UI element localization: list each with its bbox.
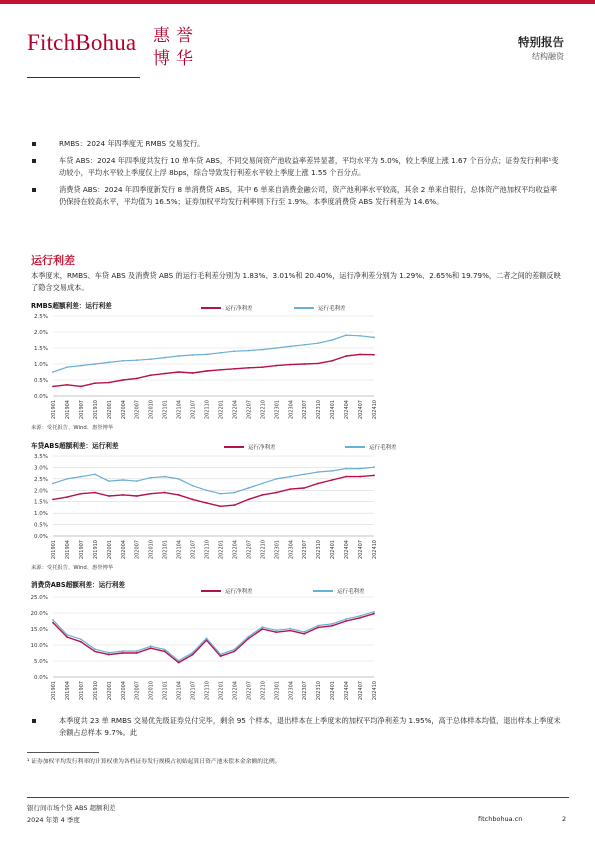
x-tick-label: 202010 <box>148 400 155 420</box>
data-point <box>373 466 375 468</box>
x-tick-label: 202101 <box>162 681 169 701</box>
data-point <box>80 365 82 367</box>
series-line-net <box>53 354 374 386</box>
data-point <box>192 485 194 487</box>
data-point <box>331 339 333 341</box>
data-point <box>66 366 68 368</box>
data-point <box>136 359 138 361</box>
data-point <box>178 494 180 496</box>
data-point <box>317 483 319 485</box>
x-tick-label: 202210 <box>260 681 267 701</box>
data-point <box>373 475 375 477</box>
data-point <box>303 631 305 633</box>
logo-seal-char: 惠 <box>153 26 170 46</box>
x-tick-label: 201904 <box>64 681 71 701</box>
x-tick-label: 202107 <box>190 540 197 560</box>
y-tick-label: 1.0% <box>34 362 48 368</box>
data-point <box>261 494 263 496</box>
x-tick-label: 202007 <box>134 400 141 420</box>
series-line-gross <box>53 335 374 372</box>
x-tick-label: 202307 <box>302 540 309 560</box>
x-tick-label: 201901 <box>51 400 57 420</box>
data-point <box>261 349 263 351</box>
x-tick-label: 202304 <box>288 681 295 701</box>
data-point <box>261 628 263 630</box>
x-tick-label: 201904 <box>64 540 71 560</box>
data-point <box>331 623 333 625</box>
section-paragraph: 本季度末，RMBS、车贷 ABS 及消费贷 ABS 的运行毛利差分别为 1.83%、3.01%和 20.40%，运行净利差分别为 1.29%、2.65%和 19.79%，二者之间的差额反映了隐含交易成本。 <box>31 271 561 292</box>
data-point <box>234 504 236 506</box>
x-tick-label: 202201 <box>218 400 225 420</box>
x-tick-label: 202301 <box>274 540 281 560</box>
data-point <box>178 478 180 480</box>
data-point <box>261 626 263 628</box>
x-tick-label: 202004 <box>120 540 127 560</box>
data-point <box>331 625 333 627</box>
chart-1-source: 来源：受托报告、Wind、惠誉博华 <box>31 425 114 431</box>
data-point <box>247 499 249 501</box>
x-tick-label: 202110 <box>204 681 211 701</box>
data-point <box>80 638 82 640</box>
data-point <box>275 492 277 494</box>
data-point <box>94 473 96 475</box>
data-point <box>206 637 208 639</box>
x-tick-label: 202001 <box>106 400 113 420</box>
data-point <box>317 342 319 344</box>
y-tick-label: 2.5% <box>34 314 48 320</box>
y-tick-label: 3.5% <box>34 454 48 460</box>
data-point <box>80 386 82 388</box>
data-point <box>192 654 194 656</box>
data-point <box>206 502 208 504</box>
x-tick-label: 202310 <box>316 681 323 701</box>
data-point <box>66 636 68 638</box>
logo-seal-icon <box>150 22 200 68</box>
x-tick-label: 202301 <box>274 681 281 701</box>
y-tick-label: 1.5% <box>34 499 48 506</box>
data-point <box>206 489 208 491</box>
data-point <box>66 384 68 386</box>
x-tick-label: 202110 <box>204 400 211 420</box>
y-tick-label: 0.5% <box>34 522 48 529</box>
bullet-marker <box>32 719 36 723</box>
data-point <box>192 499 194 501</box>
data-point <box>220 352 222 354</box>
x-tick-label: 202201 <box>218 681 225 701</box>
data-point <box>234 368 236 370</box>
section-heading: 运行利差 <box>31 254 75 267</box>
x-tick-label: 202307 <box>302 681 309 701</box>
x-tick-label: 202207 <box>246 540 253 560</box>
y-tick-label: 15.0% <box>30 627 48 633</box>
x-tick-label: 202304 <box>288 400 295 420</box>
bullet-rmbs-exit: 本季度共 23 单 RMBS 交易优先级证券兑付完毕，剩余 95 个样本，退出样本在上季度末的加权平均净利差为 1.95%，高于总体样本均值，退出样本上季度末余额占总样本 9.7%。此 <box>32 715 564 739</box>
data-point <box>164 651 166 653</box>
data-point <box>303 487 305 489</box>
data-point <box>247 367 249 369</box>
y-tick-label: 0.0% <box>34 394 48 400</box>
bullet-marker <box>32 159 36 163</box>
x-tick-label: 202010 <box>148 540 155 560</box>
x-tick-label: 202101 <box>162 400 169 420</box>
page-number: 2 <box>562 815 567 823</box>
data-point <box>80 493 82 495</box>
x-tick-label: 202307 <box>302 400 309 420</box>
chart-1-plot <box>0 312 595 422</box>
data-point <box>331 479 333 481</box>
y-tick-label: 20.0% <box>30 611 48 617</box>
data-point <box>108 495 110 497</box>
data-point <box>108 652 110 654</box>
data-point <box>108 382 110 384</box>
logo-seal-char: 华 <box>176 49 193 68</box>
chart-2-legend-gross: 运行毛利差 <box>345 443 397 451</box>
bullet-marker <box>32 142 36 146</box>
x-tick-label: 202410 <box>372 681 378 701</box>
data-point <box>345 620 347 622</box>
footnote-divider <box>27 752 99 753</box>
data-point <box>317 627 319 629</box>
data-point <box>164 373 166 375</box>
data-point <box>275 347 277 349</box>
data-point <box>178 371 180 373</box>
x-tick-label: 201901 <box>51 681 57 701</box>
x-tick-label: 202107 <box>190 400 197 420</box>
data-point <box>303 363 305 365</box>
x-tick-label: 201907 <box>78 540 85 560</box>
data-point <box>220 505 222 507</box>
y-tick-label: 0.5% <box>34 378 48 384</box>
x-tick-label: 202104 <box>176 540 183 560</box>
data-point <box>359 617 361 619</box>
data-point <box>275 631 277 633</box>
data-point <box>164 649 166 651</box>
chart-2-plot <box>0 452 595 562</box>
chart-1-legend-gross: 运行毛利差 <box>294 304 346 312</box>
data-point <box>136 480 138 482</box>
data-point <box>94 651 96 653</box>
data-point <box>150 374 152 376</box>
summary-bullet-list <box>32 138 564 213</box>
data-point <box>345 355 347 357</box>
y-tick-label: 10.0% <box>30 643 48 649</box>
data-point <box>52 622 54 624</box>
data-point <box>289 630 291 632</box>
data-point <box>52 371 54 373</box>
data-point <box>94 382 96 384</box>
data-point <box>94 363 96 365</box>
data-point <box>275 365 277 367</box>
chart-1-title: RMBS超额利差：运行利差 <box>31 302 112 310</box>
x-tick-label: 202210 <box>260 400 267 420</box>
y-tick-label: 1.5% <box>34 346 48 352</box>
x-tick-label: 202007 <box>134 540 141 560</box>
y-tick-label: 0.0% <box>34 534 48 540</box>
data-point <box>178 355 180 357</box>
data-point <box>52 619 54 621</box>
data-point <box>373 337 375 339</box>
x-tick-label: 202107 <box>190 681 197 701</box>
x-tick-label: 202007 <box>134 681 141 701</box>
data-point <box>373 613 375 615</box>
data-point <box>206 370 208 372</box>
logo-seal-char: 誉 <box>176 26 193 46</box>
data-point <box>289 476 291 478</box>
y-tick-label: 5.0% <box>34 659 48 665</box>
data-point <box>289 364 291 366</box>
data-point <box>136 495 138 497</box>
x-tick-label: 202201 <box>218 540 225 560</box>
footer-period: 2024 年第 4 季度 <box>27 816 80 824</box>
y-tick-label: 2.5% <box>34 476 48 483</box>
bullet-rmbs: RMBS：2024 年四季度无 RMBS 交易发行。 <box>32 138 564 150</box>
footnote: ¹ 证券加权平均发行利率的计算权重为各档证券发行规模占初始起算日资产池未偿本金余额的比例。 <box>27 759 281 765</box>
x-tick-label: 202001 <box>106 681 113 701</box>
x-tick-label: 202407 <box>358 681 365 701</box>
chart-2-title: 车贷ABS超额利差：运行利差 <box>31 442 119 450</box>
data-point <box>206 354 208 356</box>
data-point <box>66 496 68 498</box>
data-point <box>52 386 54 388</box>
x-tick-label: 202410 <box>372 400 378 420</box>
data-point <box>136 650 138 652</box>
x-tick-label: 202207 <box>246 400 253 420</box>
y-tick-label: 2.0% <box>34 488 48 495</box>
x-tick-label: 201910 <box>92 540 99 560</box>
data-point <box>275 478 277 480</box>
x-tick-label: 202404 <box>344 400 351 420</box>
x-tick-label: 202310 <box>316 540 323 560</box>
chart-2-source: 来源：受托报告、Wind、惠誉博华 <box>31 565 114 571</box>
x-tick-label: 202010 <box>148 681 155 701</box>
data-point <box>234 350 236 352</box>
x-tick-label: 202401 <box>330 400 337 420</box>
x-tick-label: 202407 <box>358 540 365 560</box>
x-tick-label: 202301 <box>274 400 281 420</box>
data-point <box>345 468 347 470</box>
x-tick-label: 202004 <box>120 400 127 420</box>
data-point <box>122 650 124 652</box>
x-tick-label: 202001 <box>106 540 113 560</box>
x-tick-label: 202104 <box>176 681 183 701</box>
footer-website: fitchbohua.cn <box>478 815 523 823</box>
data-point <box>234 651 236 653</box>
data-point <box>359 615 361 617</box>
data-point <box>289 628 291 630</box>
x-tick-label: 201907 <box>78 681 85 701</box>
data-point <box>345 334 347 336</box>
data-point <box>275 629 277 631</box>
x-tick-label: 202104 <box>176 400 183 420</box>
data-point <box>345 476 347 478</box>
data-point <box>66 478 68 480</box>
chart-3-legend-net: 运行净利差 <box>201 587 253 595</box>
x-tick-label: 201901 <box>51 540 57 560</box>
data-point <box>108 480 110 482</box>
data-point <box>303 473 305 475</box>
x-tick-label: 201910 <box>92 400 99 420</box>
x-tick-label: 202304 <box>288 540 295 560</box>
data-point <box>359 335 361 337</box>
bullet-marker <box>32 188 36 192</box>
data-point <box>359 468 361 470</box>
logo-wordmark: FitchBohua <box>27 30 137 55</box>
footer-divider <box>27 797 569 798</box>
data-point <box>220 369 222 371</box>
report-type-title: 特别报告 <box>518 35 564 49</box>
y-tick-label: 0.0% <box>34 675 48 681</box>
bullet-auto-abs: 车贷 ABS：2024 年四季度共发行 10 单车贷 ABS，不同交易间资产池收益率差异显著，平均水平为 5.0%，较上季度上涨 1.67 个百分点；证券发行利率¹变动较小，平均水平较上季度仅上浮 8bps，综合导致发行利差水平较上季度上涨 1.55 个百分点。 <box>32 155 564 179</box>
data-point <box>150 477 152 479</box>
y-tick-label: 2.0% <box>34 330 48 336</box>
data-point <box>164 476 166 478</box>
x-tick-label: 202210 <box>260 540 267 560</box>
data-point <box>94 648 96 650</box>
data-point <box>359 476 361 478</box>
x-tick-label: 202310 <box>316 400 323 420</box>
data-point <box>303 633 305 635</box>
series-line-net <box>53 614 374 663</box>
x-tick-label: 201910 <box>92 681 99 701</box>
y-tick-label: 1.0% <box>34 511 48 518</box>
x-tick-label: 202204 <box>232 681 239 701</box>
x-tick-label: 202404 <box>344 540 351 560</box>
data-point <box>220 493 222 495</box>
data-point <box>178 662 180 664</box>
footer-report-name: 银行间市场个贷 ABS 超额利差 <box>27 804 116 812</box>
logo-seal-char: 博 <box>153 49 170 68</box>
x-tick-label: 202004 <box>120 681 127 701</box>
data-point <box>108 362 110 364</box>
data-point <box>150 493 152 495</box>
data-point <box>359 354 361 356</box>
data-point <box>192 372 194 374</box>
data-point <box>164 492 166 494</box>
data-point <box>80 641 82 643</box>
x-tick-label: 202401 <box>330 681 337 701</box>
x-tick-label: 202204 <box>232 400 239 420</box>
chart-3-legend-gross: 运行毛利差 <box>313 587 365 595</box>
data-point <box>108 654 110 656</box>
data-point <box>220 655 222 657</box>
data-point <box>331 360 333 362</box>
data-point <box>150 647 152 649</box>
logo-divider <box>27 77 140 78</box>
data-point <box>331 470 333 472</box>
bullet-consumer-abs: 消费贷 ABS：2024 年四季度新发行 8 单消费贷 ABS，其中 6 单来自消费金融公司，资产池利率水平较高，其余 2 单来自银行，总体资产池加权平均收益率仍保持在较高水平，平均值为 16.5%；证券加权平均发行利率则下行至 1.9%。本季度消费贷 ABS 发行利差为 14.6%。 <box>32 184 564 208</box>
data-point <box>220 653 222 655</box>
chart-3-plot <box>0 593 595 708</box>
data-point <box>122 652 124 654</box>
data-point <box>122 494 124 496</box>
data-point <box>345 618 347 620</box>
data-point <box>94 492 96 494</box>
chart-3-title: 消费贷ABS超额利差：运行利差 <box>31 581 126 589</box>
data-point <box>317 362 319 364</box>
x-tick-label: 202404 <box>344 681 351 701</box>
data-point <box>122 360 124 362</box>
x-tick-label: 202110 <box>204 540 211 560</box>
data-point <box>247 487 249 489</box>
data-point <box>234 649 236 651</box>
series-line-gross <box>53 467 374 494</box>
data-point <box>373 354 375 356</box>
data-point <box>317 625 319 627</box>
data-point <box>80 476 82 478</box>
x-tick-label: 202410 <box>372 540 378 560</box>
data-point <box>52 499 54 501</box>
data-point <box>303 344 305 346</box>
x-tick-label: 201907 <box>78 400 85 420</box>
data-point <box>373 611 375 613</box>
data-point <box>66 634 68 636</box>
data-point <box>317 471 319 473</box>
data-point <box>150 645 152 647</box>
data-point <box>122 379 124 381</box>
data-point <box>136 378 138 380</box>
chart-2-legend-net: 运行净利差 <box>224 443 276 451</box>
data-point <box>52 483 54 485</box>
x-tick-label: 202204 <box>232 540 239 560</box>
data-point <box>289 488 291 490</box>
data-point <box>122 479 124 481</box>
x-tick-label: 202407 <box>358 400 365 420</box>
data-point <box>247 350 249 352</box>
y-tick-label: 3.0% <box>34 465 48 472</box>
data-point <box>234 492 236 494</box>
data-point <box>247 636 249 638</box>
data-point <box>150 358 152 360</box>
y-tick-label: 25.0% <box>30 595 48 601</box>
data-point <box>289 346 291 348</box>
report-category: 结构融资 <box>532 52 564 61</box>
top-brand-bar <box>0 0 595 4</box>
x-tick-label: 201904 <box>64 400 71 420</box>
data-point <box>192 354 194 356</box>
x-tick-label: 202207 <box>246 681 253 701</box>
data-point <box>164 357 166 359</box>
data-point <box>261 366 263 368</box>
data-point <box>192 652 194 654</box>
data-point <box>261 483 263 485</box>
data-point <box>136 652 138 654</box>
x-tick-label: 202401 <box>330 540 337 560</box>
chart-1-legend-net: 运行净利差 <box>201 304 253 312</box>
x-tick-label: 202101 <box>162 540 169 560</box>
data-point <box>178 660 180 662</box>
